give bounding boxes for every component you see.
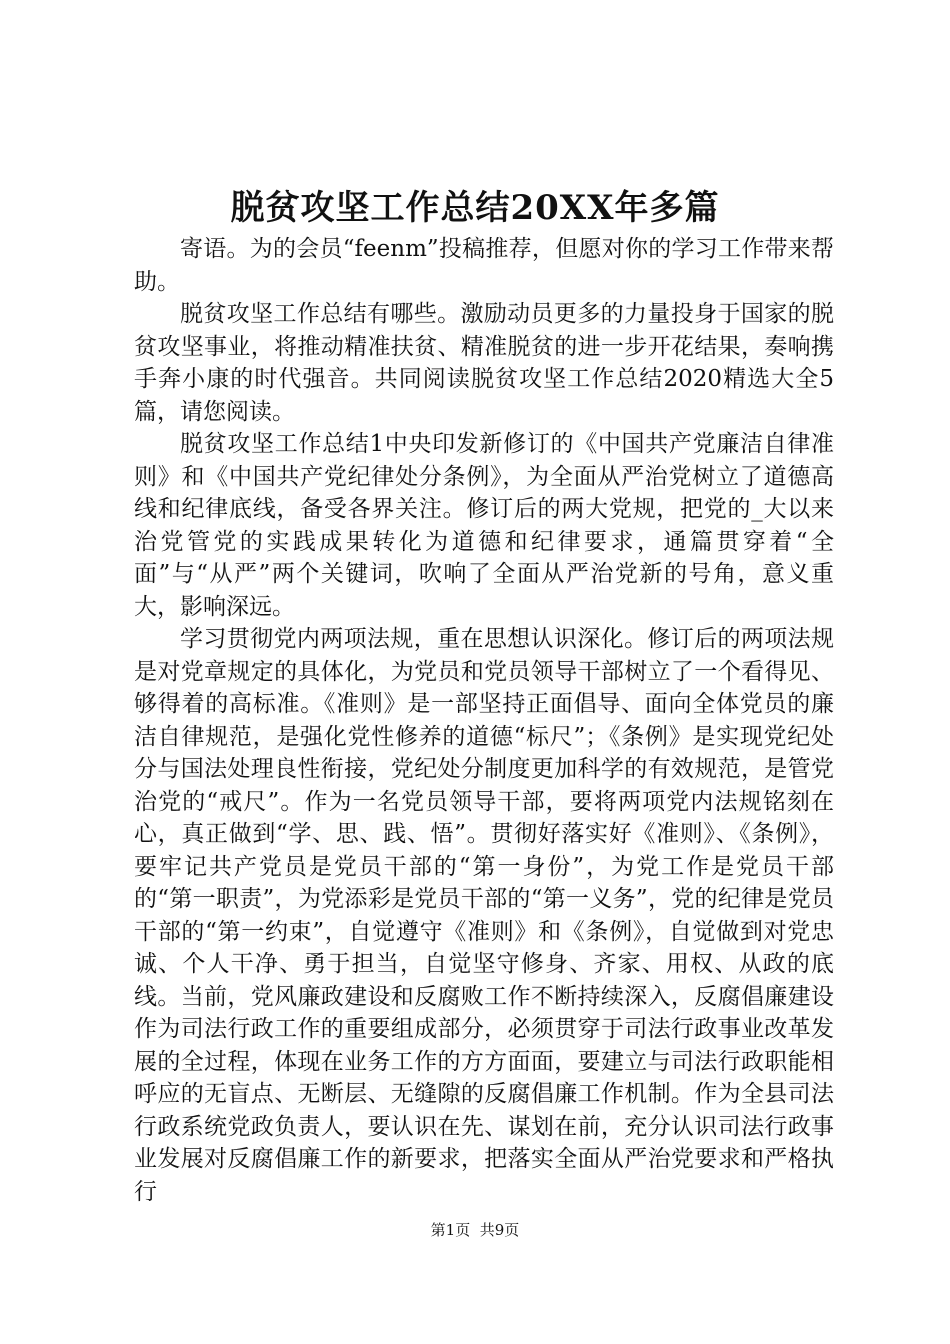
document-title: 脱贫攻坚工作总结20XX年多篇 xyxy=(230,188,720,228)
page-number: 第1页 xyxy=(430,1221,471,1239)
paragraph-overview: 脱贫攻坚工作总结有哪些。激励动员更多的力量投身于国家的脱贫攻坚事业，将推动精准扶贫、精准脱贫的进一步开花结果，奏响携手奔小康的时代强音。共同阅读脱贫攻坚工作总结2020精选大全5篇，请您阅读。 xyxy=(134,301,834,425)
paragraph-study: 学习贯彻党内两项法规，重在思想认识深化。修订后的两项法规是对党章规定的具体化，为党员和党员领导干部树立了一个看得见、够得着的高标准。《准则》是一部坚持正面倡导、面向全体党员的廉洁自律规范，是强化党性修养的道德“标尺”；《条例》是实现党纪处分与国法处理良性衔接，党纪处分制度更加科学的有效规范，是管党治党的“戒尺”。作为一名党员领导干部，要将两项党内法规铭刻在心，真正做到“学、思、践、悟”。贯彻好落实好《准则》、《条例》，要牢记共产党员是党员干部的“第一身份”，为党工作是党员干部的“第一职责”，为党添彩是党员干部的“第一义务”，党的纪律是党员干部的“第一约束”，自觉遵守《准则》和《条例》，自觉做到对党忠诚、个人干净、勇于担当，自觉坚守修身、齐家、用权、从政的底线。当前，党风廉政建设和反腐败工作不断持续深入，反腐倡廉建设作为司法行政工作的重要组成部分，必须贯穿于司法行政事业改革发展的全过程，体现在业务工作的方方面面，要建立与司法行政职能相呼应的无盲点、无断层、无缝隙的反腐倡廉工作机制。作为全县司法行政系统党政负责人，要认识在先、谋划在前，充分认识司法行政事业发展对反腐倡廉工作的新要求，把落实全面从严治党要求和严格执行 xyxy=(134,626,834,1205)
document-body xyxy=(134,233,834,1208)
footer-separator xyxy=(470,1221,480,1239)
page-footer xyxy=(0,1220,950,1240)
paragraph-summary-1: 脱贫攻坚工作总结1中央印发新修订的《中国共产党廉洁自律准则》和《中国共产党纪律处分条例》，为全面从严治党树立了道德高线和纪律底线，备受各界关注。修订后的两大党规，把党的_大以来治党管党的实践成果转化为道德和纪律要求，通篇贯穿着“全面”与“从严”两个关键词，吹响了全面从严治党新的号角，意义重大，影响深远。 xyxy=(134,431,834,620)
paragraph-intro: 寄语。为的会员“feenm”投稿推荐，但愿对你的学习工作带来帮助。 xyxy=(134,236,834,295)
page-total: 共9页 xyxy=(479,1221,520,1239)
